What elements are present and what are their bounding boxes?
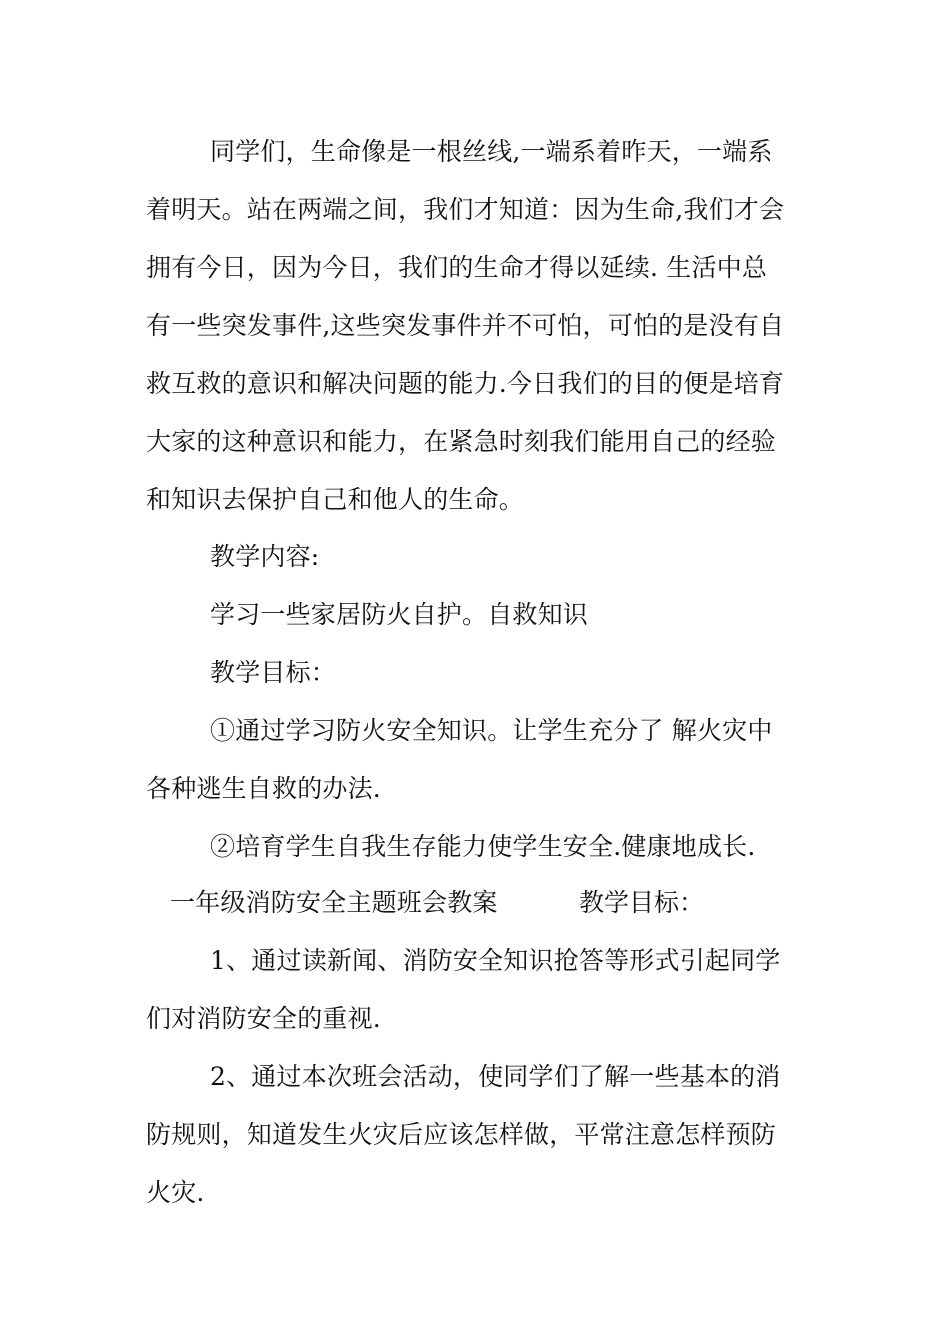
objective-one-line-1: 1、通过读新闻、消防安全知识抢答等形式引起同学: [210, 946, 781, 975]
paragraph-intro-line-5: 救互救的意识和解决问题的能力.今日我们的目的便是培育: [146, 369, 785, 398]
goals-heading: 教学目标：: [210, 658, 337, 687]
lesson-goals-heading: 教学目标：: [579, 888, 705, 917]
goal-one-line-2: 各种逃生自救的办法.: [146, 774, 381, 803]
objective-two-line-2: 防规则，知道发生火灾后应该怎样做，平常注意怎样预防: [146, 1120, 777, 1149]
paragraph-intro-line-6: 大家的这种意识和能力，在紧急时刻我们能用自己的经验: [146, 427, 777, 456]
content-text: 学习一些家居防火自护。自救知识: [210, 600, 589, 629]
paragraph-intro-line-3: 拥有今日，因为今日，我们的生命才得以延续. 生活中总: [146, 253, 768, 282]
paragraph-intro-line-2: 着明天。站在两端之间，我们才知道：因为生命,我们才会: [146, 195, 785, 224]
paragraph-intro-line-4: 有一些突发事件,这些突发事件并不可怕，可怕的是没有自: [146, 311, 785, 340]
objective-two-line-3: 火灾.: [146, 1178, 205, 1207]
paragraph-intro-line-7: 和知识去保护自己和他人的生命。: [146, 485, 525, 514]
objective-two-line-1: 2、通过本次班会活动，使同学们了解一些基本的消: [210, 1062, 781, 1091]
lesson-title: 一年级消防安全主题班会教案: [170, 888, 498, 917]
content-heading: 教学内容:: [210, 542, 320, 571]
goal-two: ②培育学生自我生存能力使学生安全.健康地成长.: [210, 832, 756, 861]
objective-one-line-2: 们对消防安全的重视.: [146, 1004, 381, 1033]
paragraph-intro-line-1: 同学们，生命像是一根丝线,一端系着昨天，一端系: [210, 137, 773, 166]
goal-one-line-1: ①通过学习防火安全知识。让学生充分了 解火灾中: [210, 716, 773, 745]
